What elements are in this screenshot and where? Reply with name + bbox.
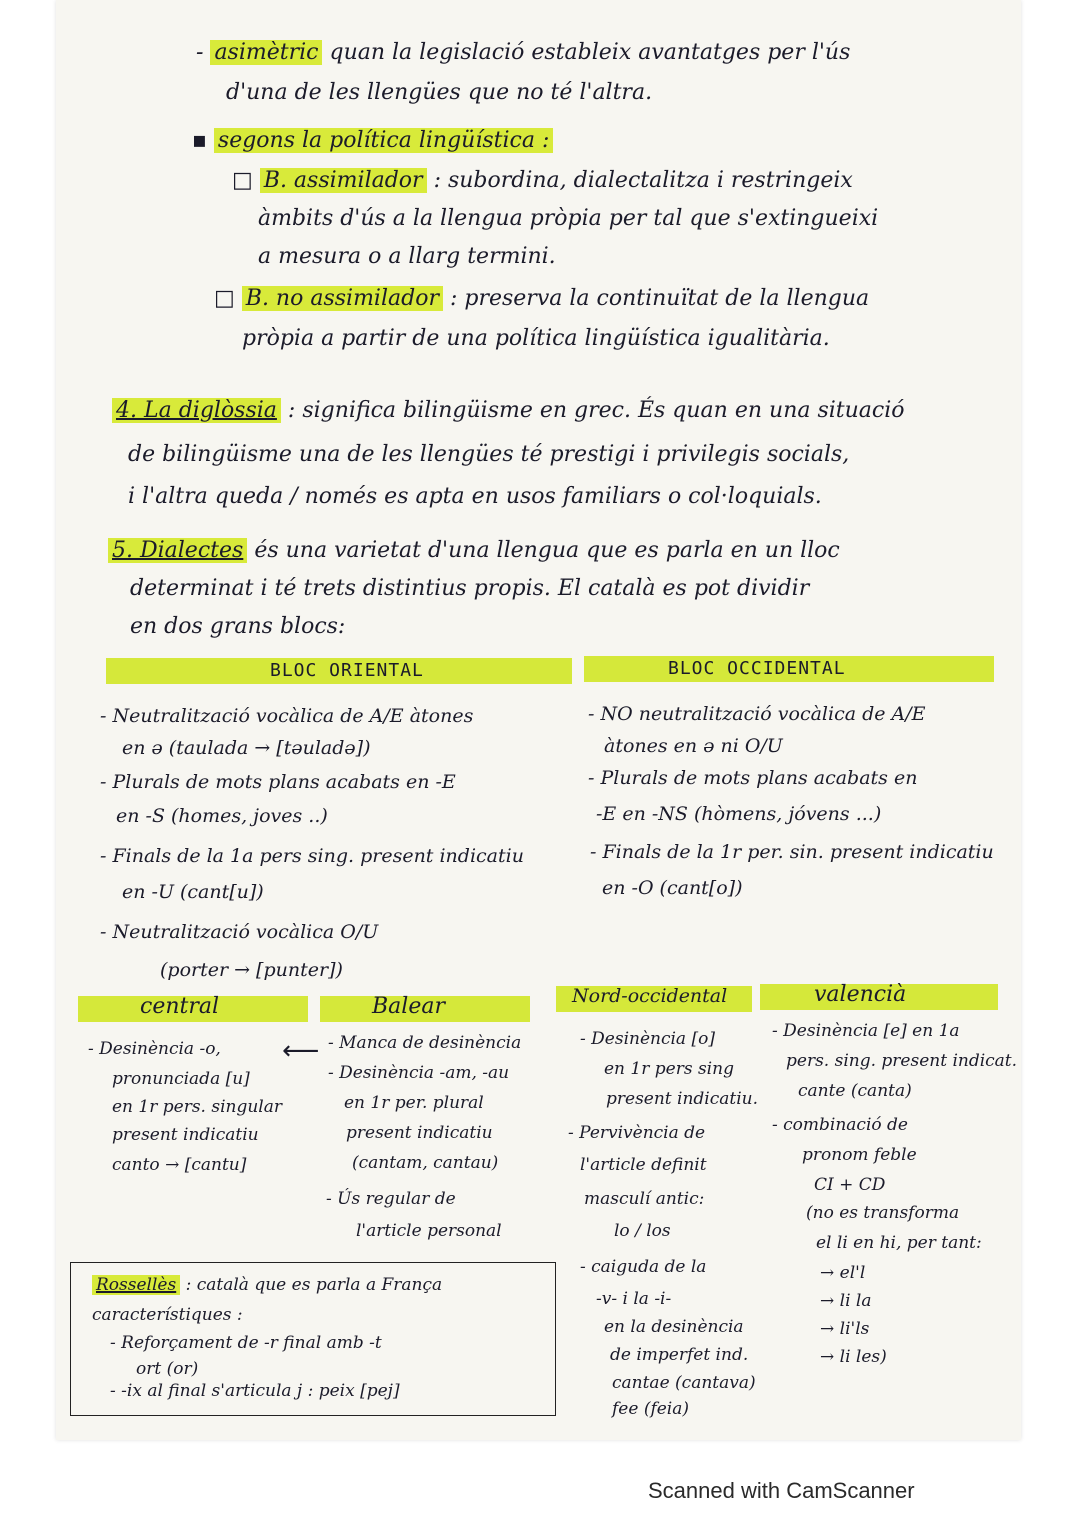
nord-occidental-line: en 1r pers sing xyxy=(604,1059,734,1079)
nord-occidental-title: Nord-occidental xyxy=(572,985,728,1007)
diglossia-line3: i l'altra queda / només es apta en usos familiars o col·loquials. xyxy=(128,484,822,509)
arrow-left-icon: ⟵ xyxy=(282,1036,320,1066)
occidental-line: - Plurals de mots plans acabats en xyxy=(588,767,918,789)
balear-line: - Manca de desinència xyxy=(328,1033,522,1053)
rossello-text: : català que es parla a França xyxy=(185,1275,443,1295)
valencia-line: → el'l xyxy=(820,1263,866,1283)
assimilador-term: B. assimilador xyxy=(260,168,427,193)
bloc-oriental-title: BLOC ORIENTAL xyxy=(270,660,424,681)
balear-line: - Desinència -am, -au xyxy=(328,1063,510,1083)
valencia-line: cante (canta) xyxy=(798,1081,912,1101)
no-assimilador-text1: : preserva la continuïtat de la llengua xyxy=(449,286,870,311)
rossello-term: Rossellès xyxy=(92,1275,180,1295)
central-line: present indicatiu xyxy=(112,1125,259,1145)
assimilador-line2: àmbits d'ús a la llengua pròpia per tal que s'extingueixi xyxy=(258,206,879,231)
politica-heading: ▪ segons la política lingüística : xyxy=(192,128,553,153)
assimilador-line1: □ B. assimilador : subordina, dialectalitza i restringeix xyxy=(232,168,853,193)
oriental-line: - Neutralització vocàlica O/U xyxy=(100,921,379,943)
nord-occidental-line: - caiguda de la xyxy=(580,1257,707,1277)
diglossia-text1: : significa bilingüisme en grec. És quan en una situació xyxy=(287,398,905,423)
balear-line: l'article personal xyxy=(356,1221,502,1241)
occidental-line: en -O (cant[o]) xyxy=(602,877,743,899)
balear-line: present indicatiu xyxy=(346,1123,493,1143)
occidental-line: àtones en ə ni O/U xyxy=(604,735,783,757)
oriental-line: - Plurals de mots plans acabats en -E xyxy=(100,771,456,793)
central-line: canto → [cantu] xyxy=(112,1155,247,1175)
nord-occidental-line: -v- i la -i- xyxy=(596,1289,672,1309)
nord-occidental-line: present indicatiu. xyxy=(606,1089,759,1109)
nord-occidental-line: cantae (cantava) xyxy=(612,1373,756,1393)
oriental-line: - Neutralització vocàlica de A/E àtones xyxy=(100,705,474,727)
balear-line: en 1r per. plural xyxy=(344,1093,484,1113)
nord-occidental-line: - Pervivència de xyxy=(568,1123,706,1143)
dialectes-line2: determinat i té trets distintius propis. El català es pot dividir xyxy=(130,576,810,601)
asimetric-line1: - asimètric quan la legislació estableix avantatges per l'ús xyxy=(196,40,851,65)
valencia-line: el li en hi, per tant: xyxy=(816,1233,982,1253)
occidental-line: - Finals de la 1r per. sin. present indicatiu xyxy=(590,841,994,863)
valencia-title: valencià xyxy=(814,982,907,1007)
balear-line: - Ús regular de xyxy=(326,1189,456,1209)
asimetric-line2: d'una de les llengües que no té l'altra. xyxy=(226,80,653,105)
valencia-line: → li la xyxy=(820,1291,872,1311)
balear-title: Balear xyxy=(372,994,445,1019)
dialectes-line1 xyxy=(108,538,840,563)
dialectes-text1: és una varietat d'una llengua que es parla en un lloc xyxy=(254,538,840,563)
rossello-line: ort (or) xyxy=(136,1359,199,1379)
valencia-line: (no es transforma xyxy=(806,1203,960,1223)
assimilador-line3: a mesura o a llarg termini. xyxy=(258,244,556,269)
dialectes-term: 5. Dialectes xyxy=(108,538,247,563)
nord-occidental-line: de imperfet ind. xyxy=(610,1345,749,1365)
rossello-line: - -ix al final s'articula j : peix [pej] xyxy=(110,1381,400,1401)
oriental-line: en ə (taulada → [təuladə]) xyxy=(122,737,371,759)
no-assimilador-line1: □ B. no assimilador : preserva la continuïtat de la llengua xyxy=(214,286,870,311)
valencia-line: pers. sing. present indicat. xyxy=(786,1051,1018,1071)
occidental-line: - NO neutralització vocàlica de A/E xyxy=(588,703,926,725)
asimetric-term: asimètric xyxy=(210,40,322,65)
central-line: - Desinència -o, xyxy=(88,1039,221,1059)
rossello-line: - Reforçament de -r final amb -t xyxy=(110,1333,382,1353)
nord-occidental-line: en la desinència xyxy=(604,1317,744,1337)
nord-occidental-line: l'article definit xyxy=(580,1155,707,1175)
valencia-line: - combinació de xyxy=(772,1115,908,1135)
rossello-line1 xyxy=(92,1276,442,1296)
diglossia-term: 4. La diglòssia xyxy=(112,398,281,423)
nord-occidental-line: - Desinència [o] xyxy=(580,1029,715,1049)
oriental-line: en -S (homes, joves ..) xyxy=(116,805,328,827)
no-assimilador-term: B. no assimilador xyxy=(242,286,443,311)
assimilador-text1: : subordina, dialectalitza i restringeix xyxy=(433,168,853,193)
rossello-line: característiques : xyxy=(92,1305,243,1325)
bloc-occidental-title: BLOC OCCIDENTAL xyxy=(668,658,846,679)
balear-line: (cantam, cantau) xyxy=(352,1153,499,1173)
asimetric-text1: quan la legislació estableix avantatges per l'ús xyxy=(329,40,851,65)
valencia-line: → li'ls xyxy=(820,1319,870,1339)
dialectes-line3: en dos grans blocs: xyxy=(130,614,346,639)
central-line: pronunciada [u] xyxy=(112,1069,250,1089)
central-line: en 1r pers. singular xyxy=(112,1097,282,1117)
nord-occidental-line: lo / los xyxy=(614,1221,671,1241)
valencia-line: - Desinència [e] en 1a xyxy=(772,1021,960,1041)
oriental-line: - Finals de la 1a pers sing. present indicatiu xyxy=(100,845,524,867)
diglossia-line2: de bilingüisme una de les llengües té prestigi i privilegis socials, xyxy=(128,442,850,467)
nord-occidental-line: masculí antic: xyxy=(584,1189,705,1209)
oriental-line: (porter → [punter]) xyxy=(160,959,343,981)
central-title: central xyxy=(140,994,220,1019)
valencia-line: pronom feble xyxy=(802,1145,917,1165)
valencia-line: CI + CD xyxy=(814,1175,886,1195)
politica-heading-text: segons la política lingüística : xyxy=(214,128,553,153)
scanner-watermark: Scanned with CamScanner xyxy=(648,1478,915,1503)
diglossia-line1 xyxy=(112,398,905,423)
valencia-line: → li les) xyxy=(820,1347,887,1367)
occidental-line: -E en -NS (hòmens, jóvens ...) xyxy=(596,803,882,825)
nord-occidental-line: fee (feia) xyxy=(612,1399,690,1419)
oriental-line: en -U (cant[u]) xyxy=(122,881,264,903)
no-assimilador-line2: pròpia a partir de una política lingüística igualitària. xyxy=(242,326,830,351)
